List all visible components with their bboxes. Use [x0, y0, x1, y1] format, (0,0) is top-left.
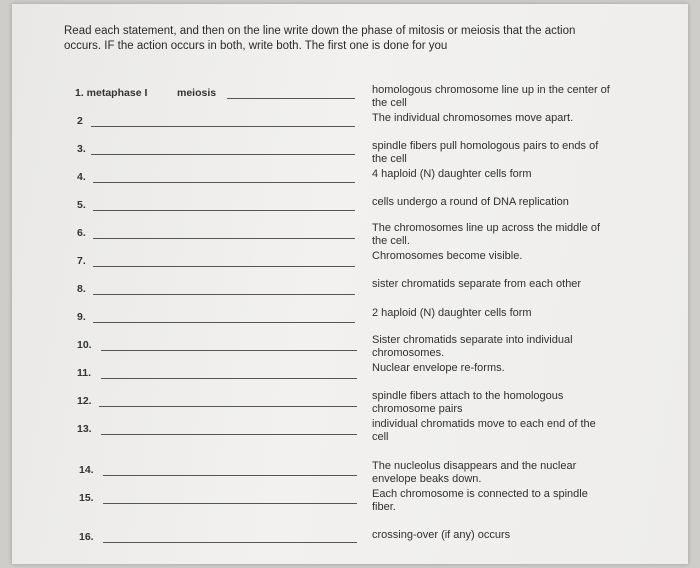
statement-7: Chromosomes become visible. [372, 250, 523, 262]
question-number: 11. [77, 367, 92, 379]
answer-line[interactable] [101, 434, 357, 435]
question-number: 16. [79, 531, 94, 543]
question-number: 13. [77, 423, 92, 435]
answer-line[interactable] [91, 126, 355, 127]
answer-line[interactable] [93, 238, 355, 239]
statement-2: The individual chromosomes move apart. [372, 112, 574, 124]
statement-11: Nuclear envelope re-forms. [372, 362, 505, 374]
answer-line[interactable] [227, 98, 355, 99]
statement-13: individual chromatids move to each end of the cell [372, 418, 596, 443]
statement-6: The chromosomes line up across the middle of the cell. [372, 222, 601, 247]
question-number: 3. [77, 143, 86, 155]
answer-line[interactable] [93, 210, 355, 211]
question-number: 9. [77, 311, 86, 323]
answer-line[interactable] [91, 154, 355, 155]
question-number: 8. [77, 283, 86, 295]
statement-5: cells undergo a round of DNA replication [372, 196, 569, 208]
question-number: 12. [77, 395, 92, 407]
answer-line[interactable] [103, 475, 357, 476]
statement-3: spindle fibers pull homologous pairs to ends of the cell [372, 140, 599, 165]
instructions: Read each statement, and then on the line write down the phase of mitosis or meiosis that the action occurs. IF the action occurs in both, write both. The first one is done for you [64, 25, 576, 52]
answer-line[interactable] [103, 503, 357, 504]
question-number: 15. [79, 492, 94, 504]
question-number: 10. [77, 339, 92, 351]
answer-line[interactable] [93, 266, 355, 267]
statement-12: spindle fibers attach to the homologous chromosome pairs [372, 390, 564, 415]
statement-4: 4 haploid (N) daughter cells form [372, 168, 532, 180]
answer-text: meiosis [177, 87, 217, 99]
answer-line[interactable] [101, 350, 357, 351]
statement-14: The nucleolus disappears and the nuclear envelope beaks down. [372, 460, 577, 485]
question-number: 6. [77, 227, 86, 239]
worksheet-page [12, 4, 688, 564]
answer-line[interactable] [103, 542, 357, 543]
statement-15: Each chromosome is connected to a spindle fiber. [372, 488, 588, 513]
question-number: 5. [77, 199, 86, 211]
answer-line[interactable] [93, 322, 355, 323]
statement-9: 2 haploid (N) daughter cells form [372, 307, 532, 319]
answer-line[interactable] [99, 406, 357, 407]
statement-8: sister chromatids separate from each other [372, 278, 582, 290]
statement-1: homologous chromosome line up in the center of the cell [372, 84, 610, 109]
statement-16: crossing-over (if any) occurs [372, 529, 511, 541]
question-number: 1. metaphase I [75, 87, 148, 99]
question-number: 4. [77, 171, 86, 183]
question-number: 14. [79, 464, 94, 476]
question-number: 7. [77, 255, 86, 267]
statement-10: Sister chromatids separate into individual chromosomes. [372, 334, 573, 359]
answer-line[interactable] [93, 294, 355, 295]
answer-line[interactable] [101, 378, 357, 379]
answer-line[interactable] [93, 182, 355, 183]
question-number: 2 [77, 115, 83, 127]
